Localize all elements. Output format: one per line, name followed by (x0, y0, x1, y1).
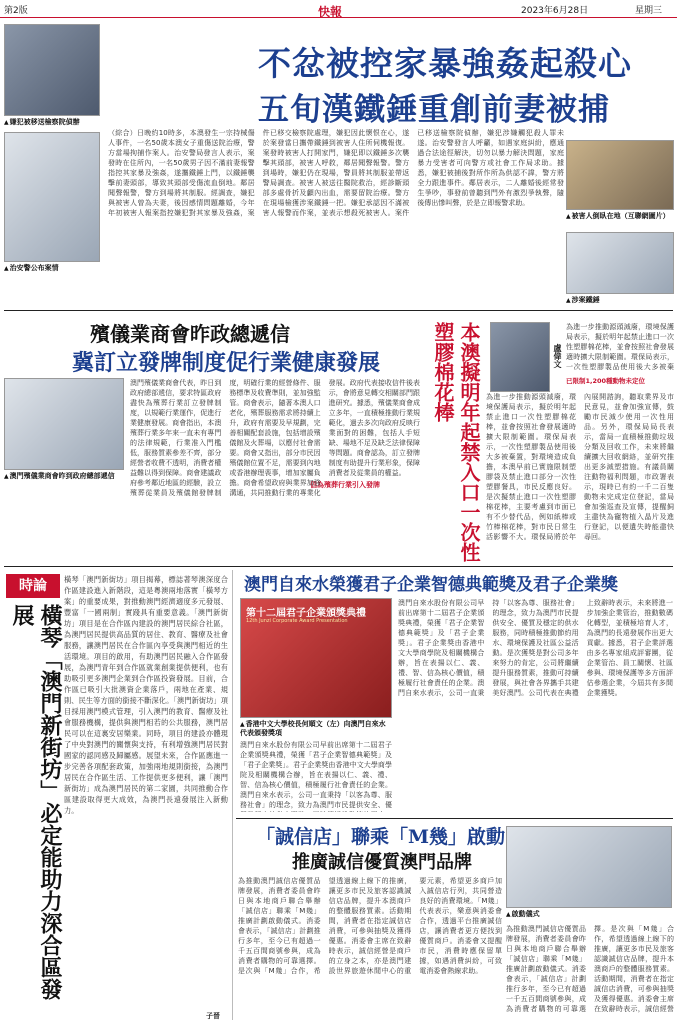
story3-body: 為進一步推動源頭減廢，環境保護局表示，擬於明年起禁止進口一次性塑膠棉花棒，並會按照社會發展適時擴大限制範圍。環保局表示，一次性塑膠製品使用後大多被棄置，對環境造成負擔，本澳早前已實施限制塑膠袋及禁止進口部分一次性塑膠餐具，市民反應良好。是次擬禁止進口一次性塑膠棉花棒，主要考慮到市面已有不少替代品，例如紙棒或竹棒棉花棒，對市民日常生活影響不大。環保局將於年內展開諮詢，聽取業界及市民意見，並會加強宣傳，鼓勵市民減少使用一次性用品。另外，環保局局長表示，當局一直積極推動垃圾分類及回收工作，未來將繼續擴大回收網絡，並研究推出更多減塑措施。有議員關注動物福利問題，市政署表示，現時已有約一千二百隻動物未完成定位登記，當局會加強巡查及宣傳，提醒飼主盡快為寵物植入晶片及進行登記，以便遺失時能盡快尋回。 (486, 393, 674, 541)
story4-headline: 橫琴「澳門新街坊」必定能助力深合區發展 (9, 604, 63, 1000)
story3-body-top: 為進一步推動源頭減廢，環境保護局表示，擬於明年起禁止進口一次性塑膠棉花棒，並會按照社會發展適時擴大限制範圍。環保局表示，一次性塑膠製品使用後大多被棄 (566, 323, 674, 371)
page-header (0, 0, 677, 18)
divider (4, 566, 673, 567)
story5-body: 澳門自來水股份有限公司早前出席第十二屆君子企業頒獎典禮，榮獲「君子企業智德典範獎」及「君子企業獎」。君子企業獎由香港中文大學商學院及相關機構合辦，旨在表揚以仁、義、禮、智、信為核心價值，積極履行社會責任的企業。澳門自來水表示，公司一直秉持「以客為尊、服務社會」的理念，致力為澳門市民提供安全、優質及穩定的供水服務，同時積極推動節約用水、環境保護及社區公益活動。是次獲獎是對公司多年來努力的肯定，公司將繼續提升服務質素，推動可持續發展，與社會各界攜手共建美好澳門。公司代表在典禮上致辭時表示，未來將進一步加強企業管治，推動數碼化轉型，並積極培育人才，為澳門的長遠發展作出更大貢獻。據悉，君子企業評選由多名專家組成評審團，從企業管治、員工關懷、社區參與、環境保護等多方面評估參選企業，今屆共有多間企業獲獎。 (398, 599, 673, 697)
story4-body: 橫琴「澳門新街坊」項目揭幕，標誌著琴澳深度合作區建設進入新階段，這是粵澳兩地落實「橫琴方案」的重要成果，對推動澳門經濟適度多元發展、豐富「一國兩制」實踐具有重要意義。「澳門新街坊」項目是在合作區內建設的澳門居民綜合社區，為澳門居民提供高品質的居住、教育、醫療及社會服務，讓澳門居民在合作區內享受與澳門相近的生活環境。項目的啟用，有助澳門居民融入合作區發展，為澳門青年到合作區就業創業提供便利，也有助吸引更多澳門企業到合作區投資發展。目前，合作區已吸引大批澳資企業落戶，兩地在產業、規則、民生等方面的銜接不斷深化。「澳門新街坊」項目採用澳門模式管理，引入澳門的教育、醫療及社會服務機構，提供與澳門相若的公共服務，澳門居民可以在這裏安居樂業。同時，項目的建設亦體現了中央對澳門的關懷與支持，有利增強澳門居民對國家的認同感及歸屬感。展望未來，合作區應進一步完善各項配套政策，加強兩地規則銜接，為澳門居民在合作區生活、工作提供更多便利，讓「澳門新街坊」成為澳門居民的第二家園，共同推動合作區建設取得更大成效，為澳門長遠發展注入新動力。 (64, 575, 228, 815)
story6-body: 為推動澳門誠信店優質品牌發展，消費者委員會昨日與本地商戶聯合舉辦「誠信店」聯乘「M幾」推廣計劃啟動儀式。消委會表示，「誠信店」計劃推行多年，至今已有超過一千五百間商號參與，成為消費者購物的可靠選擇。是次與「M幾」合作，希望透過線上線下的推廣，讓更多市民及旅客認識誠信店品牌，提升本澳商戶的整體服務質素。活動期間，消費者在指定誠信店消費，可參與抽獎及獲得優惠。消委會主席在致辭時表示，誠信經營是商戶的立身之本，亦是澳門建設世界旅遊休閒中心的重要元素，希望更多商戶加入誠信店行列，共同營造良好的消費環境。「M幾」代表表示，樂意與消委會合作，透過平台推廣誠信店，讓消費者更方便找到優質商戶。消委會又提醒市民，消費時應保留單據，如遇消費糾紛，可致電消委會熱線求助。 (238, 877, 502, 975)
divider (236, 818, 673, 819)
commentary-tag: 時論 (6, 574, 60, 598)
story5-body-left: 澳門自來水股份有限公司早前出席第十二屆君子企業頒獎典禮，榮獲「君子企業智德典範獎」及「君子企業獎」。君子企業獎由香港中文大學商學院及相關機構合辦，旨在表揚以仁、義、禮、智、信為核心價值，積極履行社會責任的企業。澳門自來水表示，公司一直秉持「以客為尊、服務社會」的理念，致力為澳門市民提供安全、優 (240, 741, 392, 809)
arrest-photo (4, 24, 100, 116)
award-poster-title: 第十二屆君子企業頒獎典禮 (246, 608, 366, 619)
story6-headline-2: 推廣誠信優質澳門品牌 (292, 852, 472, 873)
story6-body-right: 為推動澳門誠信店優質品牌發展，消費者委員會昨日與本地商戶聯合舉辦「誠信店」聯乘「M幾」推廣計劃啟動儀式。消委會表示，「誠信店」計劃推行多年，至今已有超過一千五百間商號參與，成為消費者購物的可靠選擇。是次與「M幾」合作，希望透過線上線下的推廣，讓更多市民及旅客認識誠信店品牌，提升本澳商戶的整體服務質素。活動期間，消費者在指定誠信店消費，可參與抽獎及獲得優惠。消委會主席在致辭時表示，誠信經營 (506, 925, 674, 1013)
story1-headline-2: 五旬漢鐵錘重創前妻被捕 (258, 92, 610, 128)
petition-photo (4, 378, 124, 470)
speaker-name: 盧偉文 (553, 344, 562, 368)
divider (4, 310, 673, 311)
story2-body: 澳門殯儀業商會代表，昨日到政府總部遞信，要求特區政府盡快為殯葬行業訂立發牌制度，以規範行業運作，促進行業健康發展。商會指出，本澳殯葬行業多年來一直未有專門的法律規範，行業准入門檻低，服務質素參差不齊，部分經營者收費不透明，消費者權益難以得到保障。商會建議政府參考鄰近地區的經驗，設立殯葬從業員及殯儀館發牌制度，明確行業的經營條件、服務標準及收費準則，並加強監管。商會表示，隨著本澳人口老化，殯葬服務需求將持續上升，政府有需要及早規劃，完善相關配套設施，包括增設殯儀館及火葬場，以應付社會需要。商會又指出，部分市民因殯儀館位置不足，需要到內地或香港辦理喪事，增加家屬負擔。商會希望政府與業界加強溝通，共同推動行業的專業化發展。政府代表接收信件後表示，會將意見轉交相關部門跟進研究。據悉，殯儀業商會成立多年，一直積極推動行業規範化，過去多次向政府反映行業面對的困難，包括人手短缺、場地不足及缺乏法律保障等問題。商會認為，訂立發牌制度有助提升行業形象，保障消費者及從業員的權益。 (130, 379, 420, 497)
story6-headline-1: 「誠信店」聯乘「M幾」啟動 (256, 826, 506, 848)
story2-subhead: 倡為殯葬行業引入發牌 (310, 481, 380, 489)
scene-photo (566, 140, 674, 210)
page-number: 第2版 (4, 6, 28, 16)
award-poster-subtitle: 12th Junzi Corporate Award Presentation (246, 618, 348, 624)
weapon-photo-caption: ▲ 涉案鐵錘 (566, 296, 674, 305)
arrest-photo-caption: ▲ 嫌犯被移送檢察院偵辦 (4, 118, 104, 127)
story5-headline: 澳門自來水榮獲君子企業智德典範獎及君子企業獎 (244, 575, 618, 595)
column-divider (232, 570, 233, 1020)
petition-photo-caption: ▲ 澳門殯儀業商會昨到政府總部遞信 (4, 472, 204, 481)
launch-photo (506, 826, 672, 908)
speaker-photo (490, 322, 550, 392)
weapon-photo (566, 232, 674, 294)
story1-headline-1: 不忿被控家暴強姦起殺心 (258, 44, 632, 83)
launch-photo-caption: ▲ 啟動儀式 (506, 910, 672, 919)
press-photo-caption: ▲ 治安警公布案情 (4, 264, 104, 273)
story3-bold-line: 已限制1,200種動物未定位 (566, 377, 646, 385)
story1-body: （綜合）日晚約10時多，本澳發生一宗持械傷人事件，一名50歲本澳女子重傷送院治療，警方當場拘捕作案人。治安警局發言人表示，案發時在住所內，一名50歲男子因不滿前妻報警指控其家暴及強姦，遂攜鐵錘上門，以鐵錘襲擊前妻頭部，導致其頭部受傷流血倒地。鄰居聞聲報警，警方到場將其制服。經調查，嫌犯與被害人曾為夫妻，後因感情問題離婚，今年年初被害人報案指控嫌犯對其家暴及強姦，案件已移交檢察院處理，嫌犯因此懷恨在心，遂於案發當日攜帶鐵錘到被害人住所伺機報復。案發時被害人打開家門，嫌犯即以鐵錘多次襲擊其頭部，被害人呼救，鄰居聞聲報警。警方到場時，嫌犯仍在現場，警員將其制服並帶返警局調查。被害人被送往醫院救治，經診斷頭部多處骨折及顱內出血，需要留院治療。警方在現場檢獲涉案鐵錘一把。嫌犯承認因不滿被害人報警而作案，並表示想殺死被害人。案件已移送檢察院偵辦，嫌犯涉嫌觸犯殺人罪未遂。治安警發言人呼籲，如遇家庭糾紛，應通過合法途徑解決，切勿以暴力解決問題，家庭暴力受害者可向警方或社會工作局求助。據悉，嫌犯被捕後對所作所為供認不諱，警方將全力跟進事件。鄰居表示，二人離婚後經常發生爭吵，事發前曾聽到門外有激烈爭執聲，隨後傳出慘叫聲，於是立即報警求助。 (108, 129, 564, 217)
award-photo-caption: ▲ 香港中文大學校長何順文（左）向澳門自來水代表頒發獎項 (240, 720, 390, 738)
weekday: 星期三 (635, 6, 663, 16)
story2-headline-2: 冀訂立發牌制度促行業健康發展 (72, 350, 381, 376)
story3-headline: 本澳擬明年起禁入口一次性塑膠棉花棒 (431, 322, 481, 562)
byline: 子晉 (206, 1012, 220, 1020)
issue-date: 2023年6月28日 (521, 6, 589, 16)
scene-photo-caption: ▲ 被害人倒臥在地（互聯網圖片） (566, 212, 677, 221)
masthead-logo: 快報 (318, 5, 343, 19)
story2-headline-1: 殯儀業商會昨政總遞信 (90, 322, 290, 346)
